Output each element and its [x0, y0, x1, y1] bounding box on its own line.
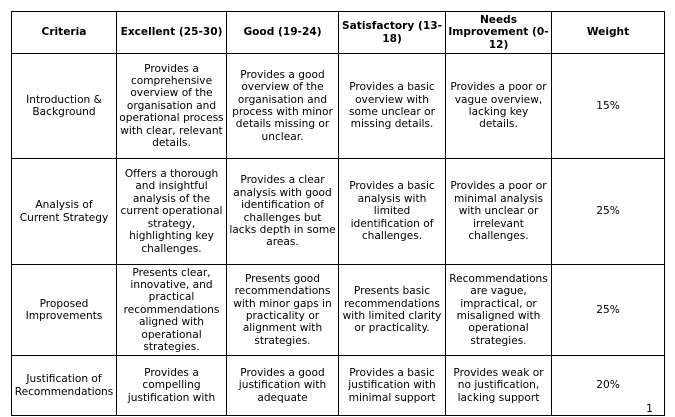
good-cell: Provides a good justification with adequate: [227, 356, 339, 416]
table-row: [12, 265, 665, 356]
weight-cell: 20%: [552, 356, 665, 416]
good-cell: Provides a good overview of the organisation and process with minor details missing or unclear.: [227, 54, 339, 159]
header-good: Good (19-24): [227, 12, 339, 54]
needs-improvement-cell: Provides a poor or minimal analysis with unclear or irrelevant challenges.: [446, 159, 552, 265]
needs-improvement-cell: Provides weak or no justification, lacking support: [446, 356, 552, 416]
weight-cell: 15%: [552, 54, 665, 159]
rubric-table: [11, 11, 665, 416]
page-number: 1: [646, 402, 653, 415]
satisfactory-cell: Provides a basic analysis with limited identification of challenges.: [339, 159, 446, 265]
good-cell: Presents good recommendations with minor gaps in practicality or alignment with strategies.: [227, 265, 339, 356]
header-excellent: Excellent (25-30): [117, 12, 227, 54]
weight-cell: 25%: [552, 159, 665, 265]
table-row: [12, 356, 665, 416]
satisfactory-cell: Presents basic recommendations with limited clarity or practicality.: [339, 265, 446, 356]
criteria-cell: Introduction & Background: [12, 54, 117, 159]
table-row: [12, 159, 665, 265]
excellent-cell: Presents clear, innovative, and practical recommendations aligned with operational strategies.: [117, 265, 227, 356]
good-cell: Provides a clear analysis with good identification of challenges but lacks depth in some areas.: [227, 159, 339, 265]
excellent-cell: Provides a comprehensive overview of the organisation and operational process with clear, relevant details.: [117, 54, 227, 159]
header-weight: Weight: [552, 12, 665, 54]
header-row: [12, 12, 665, 54]
excellent-cell: Provides a compelling justification with: [117, 356, 227, 416]
satisfactory-cell: Provides a basic justification with minimal support: [339, 356, 446, 416]
criteria-cell: Analysis of Current Strategy: [12, 159, 117, 265]
needs-improvement-cell: Provides a poor or vague overview, lacking key details.: [446, 54, 552, 159]
satisfactory-cell: Provides a basic overview with some unclear or missing details.: [339, 54, 446, 159]
criteria-cell: Justification of Recommendations: [12, 356, 117, 416]
header-satisfactory: Satisfactory (13-18): [339, 12, 446, 54]
weight-cell: 25%: [552, 265, 665, 356]
needs-improvement-cell: Recommendations are vague, impractical, or misaligned with operational strategies.: [446, 265, 552, 356]
excellent-cell: Offers a thorough and insightful analysis of the current operational strategy, highlighting key challenges.: [117, 159, 227, 265]
table-row: [12, 54, 665, 159]
header-needs-improvement: Needs Improvement (0-12): [446, 12, 552, 54]
criteria-cell: Proposed Improvements: [12, 265, 117, 356]
header-criteria: Criteria: [12, 12, 117, 54]
